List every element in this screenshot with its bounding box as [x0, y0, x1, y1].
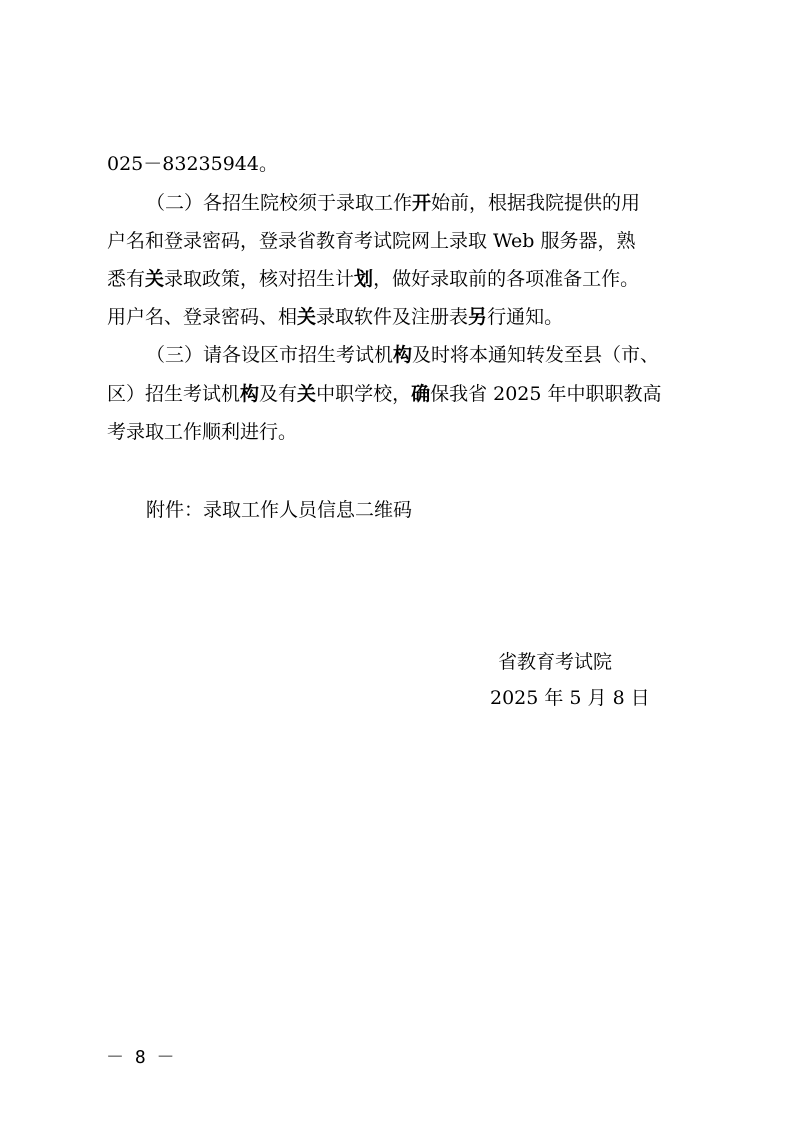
text-run: 悉有 — [107, 268, 146, 290]
para3-line3: 考录取工作顺利进行。 — [107, 421, 298, 443]
text-run: （二）各招生院校须于录取工作 — [146, 192, 413, 214]
bold-char: 划 — [354, 268, 374, 290]
bold-char: 确 — [411, 383, 431, 405]
bold-char: 构 — [393, 344, 413, 366]
para2-line3 — [107, 267, 639, 291]
attachment-line: 附件：录取工作人员信息二维码 — [146, 499, 413, 521]
para3-line1 — [146, 343, 659, 367]
text-run: ，做好录取前的各项准备工作。 — [373, 268, 640, 290]
text-run: 始前，根据我院提供的用 — [431, 192, 641, 214]
bold-char: 关 — [297, 383, 317, 405]
bold-char: 构 — [240, 383, 260, 405]
para2-line2: 户名和登录密码，登录省教育考试院网上录取 Web 服务器，熟 — [107, 230, 636, 252]
para3-line2 — [107, 382, 662, 406]
para2-line4 — [107, 305, 563, 329]
text-run: 及有 — [259, 383, 298, 405]
text-run: 区）招生考试机 — [107, 383, 241, 405]
text-run: 录取政策，核对招生计 — [164, 268, 355, 290]
text-run: 用户名、登录密码、相 — [107, 306, 298, 328]
bold-char: 另 — [468, 306, 488, 328]
para2-line1 — [146, 191, 640, 215]
bold-char: 开 — [412, 192, 432, 214]
text-run: 行通知。 — [487, 306, 564, 328]
signature-org: 省教育考试院 — [498, 651, 613, 673]
text-run: 中职学校， — [316, 383, 412, 405]
phone-number-line: 025－83235944。 — [107, 153, 278, 175]
text-run: （三）请各设区市招生考试机 — [146, 344, 394, 366]
page-number: － 8 － — [106, 1047, 175, 1068]
signature-date: 2025 年 5 月 8 日 — [490, 687, 650, 709]
text-run: 保我省 2025 年中职职教高 — [430, 383, 662, 405]
text-run: 录取软件及注册表 — [316, 306, 469, 328]
bold-char: 关 — [145, 268, 165, 290]
bold-char: 关 — [297, 306, 317, 328]
text-run: 及时将本通知转发至县（市、 — [412, 344, 660, 366]
